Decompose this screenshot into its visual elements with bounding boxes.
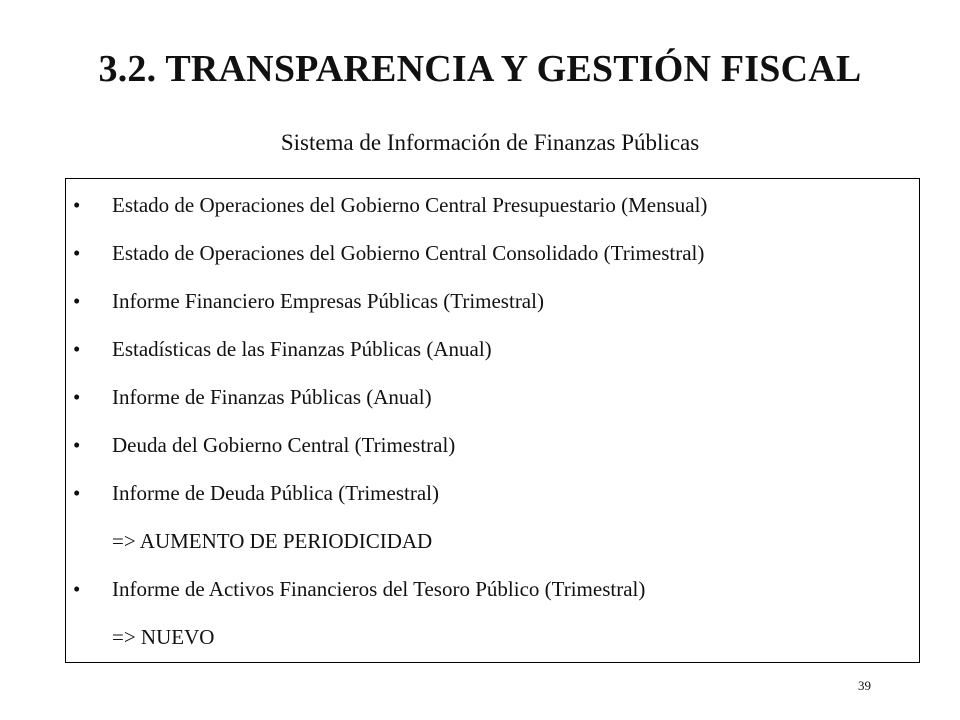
slide-subtitle: Sistema de Información de Finanzas Públicas: [280, 130, 700, 155]
bullet-icon: •: [73, 385, 81, 409]
list-item-text: Deuda del Gobierno Central (Trimestral): [112, 433, 456, 457]
bullet-icon: •: [73, 289, 81, 313]
list-item-text: Estadísticas de las Finanzas Públicas (Anual): [112, 337, 492, 361]
list-item-text: Informe Financiero Empresas Públicas (Trimestral): [112, 289, 544, 313]
slide-title: 3.2. TRANSPARENCIA Y GESTIÓN FISCAL: [98, 48, 862, 90]
bullet-icon: •: [73, 433, 81, 457]
list-item-text: Informe de Finanzas Públicas (Anual): [112, 385, 432, 409]
bullet-icon: •: [73, 337, 81, 361]
list-item-text: Estado de Operaciones del Gobierno Central Consolidado (Trimestral): [112, 241, 705, 265]
bullet-icon: •: [73, 193, 81, 217]
page-number: 39: [858, 678, 871, 693]
content-box: [65, 178, 920, 663]
list-item-text: Informe de Deuda Pública (Trimestral): [112, 481, 439, 505]
bullet-icon: •: [73, 241, 81, 265]
list-item-text: Estado de Operaciones del Gobierno Central Presupuestario (Mensual): [112, 193, 708, 217]
bullet-icon: •: [73, 481, 81, 505]
note-periodicity: => AUMENTO DE PERIODICIDAD: [112, 529, 433, 553]
note-new: => NUEVO: [112, 625, 215, 649]
bullet-icon: •: [73, 577, 81, 601]
list-item-text: Informe de Activos Financieros del Tesoro Público (Trimestral): [112, 577, 646, 601]
